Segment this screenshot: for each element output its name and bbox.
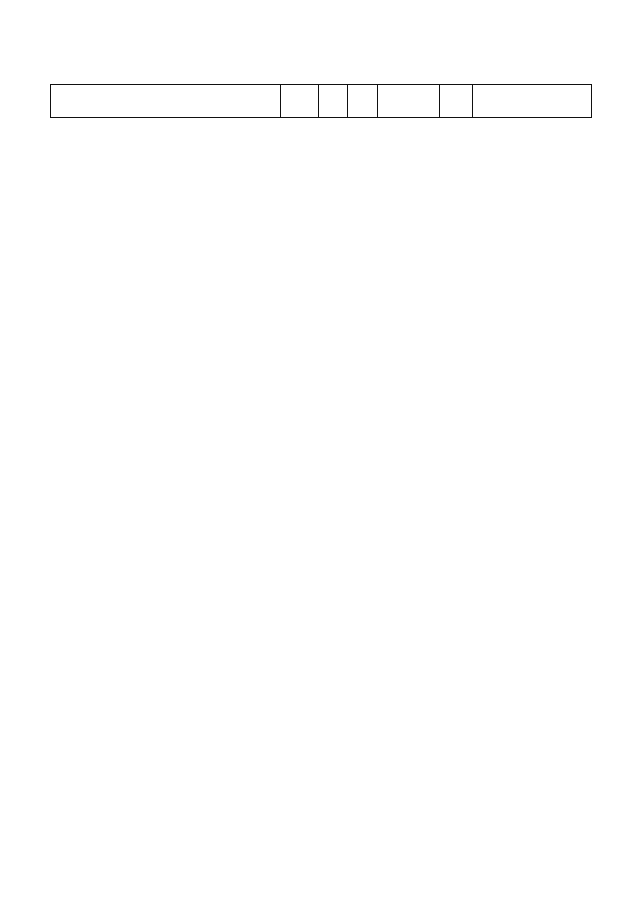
- header-pr: [347, 85, 377, 117]
- header-sum: [472, 85, 591, 117]
- header-vr: [439, 85, 472, 117]
- header-csr: [377, 85, 439, 117]
- header-name: [51, 85, 280, 117]
- header-min: [280, 85, 318, 117]
- header-rz: [318, 85, 347, 117]
- table-header: [50, 84, 592, 118]
